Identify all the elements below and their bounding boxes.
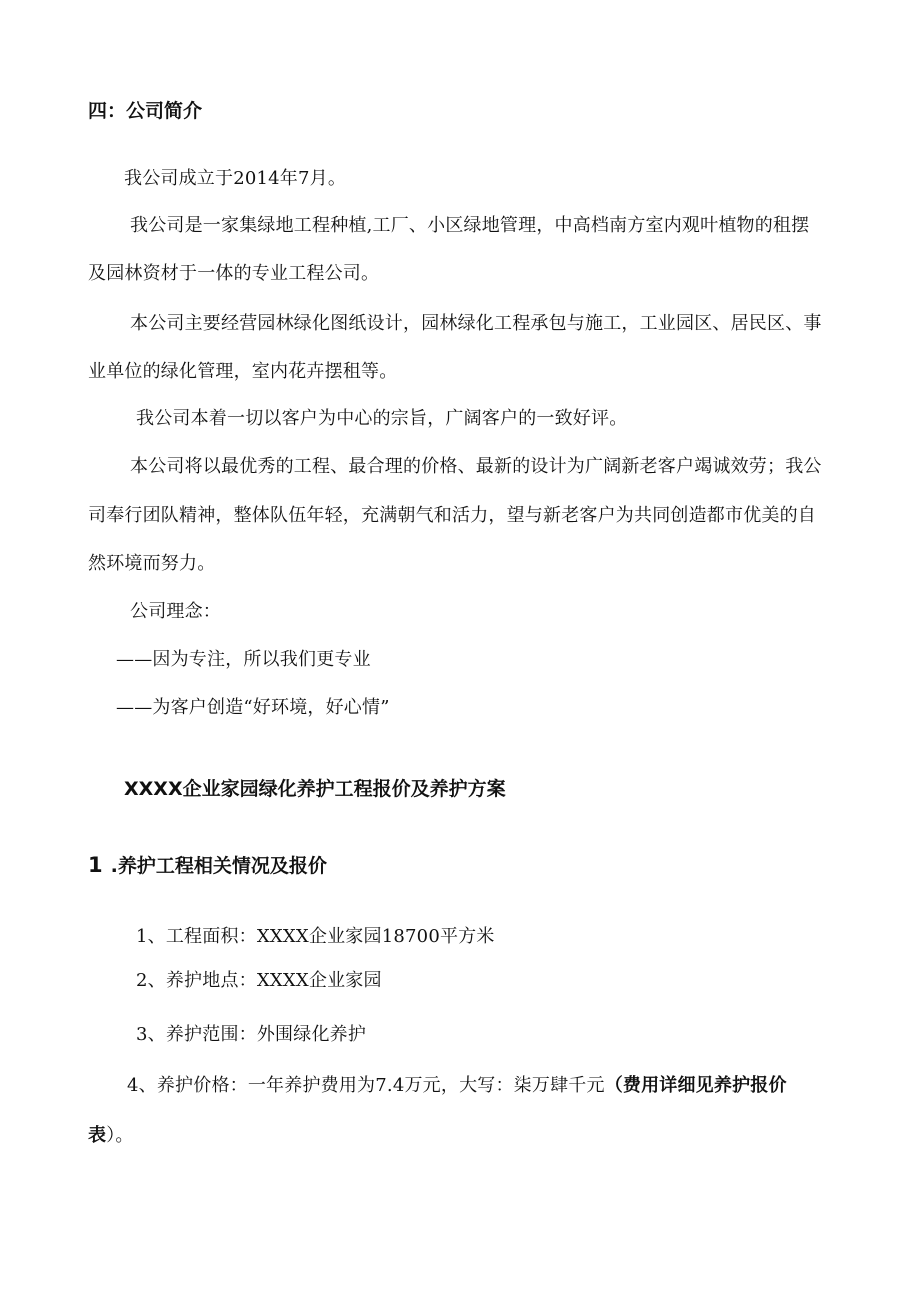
item-price-closing: ）。 [106,1125,134,1146]
item-location: 2、养护地点：XXXX企业家园 [136,970,382,991]
section-title: 四：公司简介 [88,100,203,122]
philosophy-item-2: ——为客户创造“好环境，好心情” [116,697,390,718]
item-scope: 3、养护范围：外围绿化养护 [136,1024,367,1045]
item-area: 1、工程面积：XXXX企业家园18700平方米 [136,926,495,947]
item-price-note-end: 表 [88,1125,107,1146]
philosophy-item-1: ——因为专注，所以我们更专业 [116,649,371,670]
section1-title: .养护工程相关情况及报价 [110,855,327,877]
item-price-text: 4、养护价格：一年养护费用为7.4万元，大写：柒万肆千元 [127,1075,605,1096]
founded-text: 我公司成立于2014年7月。 [124,168,347,189]
item-price-line-2 [88,1127,134,1145]
item-price-note: （费用详细见养护报价 [604,1075,787,1096]
mission-line-3: 然环境而努力。 [88,553,216,574]
section1-heading [88,855,327,876]
business-line-1: 本公司主要经营园林绿化图纸设计，园林绿化工程承包与施工，工业园区、居民区、事 [130,313,822,334]
section1-number: 1 [88,853,103,877]
principle-text: 我公司本着一切以客户为中心的宗旨，广阔客户的一致好评。 [136,408,628,429]
mission-line-1: 本公司将以最优秀的工程、最合理的价格、最新的设计为广阔新老客户竭诚效劳；我公 [130,456,822,477]
mission-line-2: 司奉行团队精神，整体队伍年轻，充满朝气和活力，望与新老客户为共同创造都市优美的自 [88,505,816,526]
intro-line-1: 我公司是一家集绿地工程种植,工厂、小区绿地管理，中高档南方室内观叶植物的租摆 [130,215,810,236]
business-line-2: 业单位的绿化管理，室内花卉摆租等。 [88,361,398,382]
plan-title: XXXX企业家园绿化养护工程报价及养护方案 [124,778,506,800]
philosophy-label: 公司理念： [130,601,221,622]
item-price-line-1 [127,1077,787,1095]
intro-line-2: 及园林资材于一体的专业工程公司。 [88,263,380,284]
